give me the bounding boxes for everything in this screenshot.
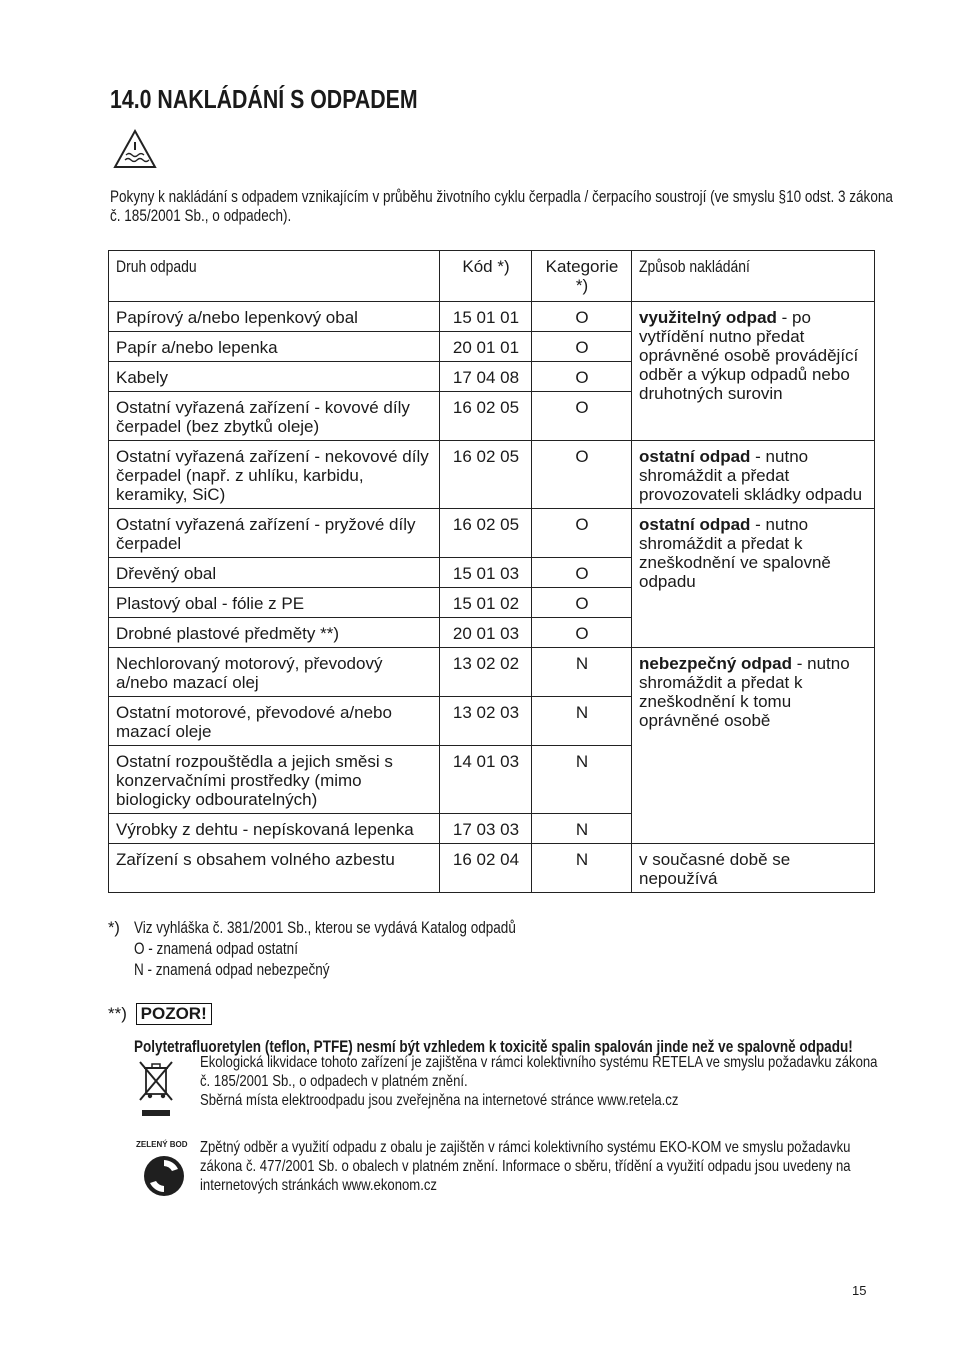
cell-druh: Ostatní vyřazená zařízení - pryžové díly čerpadel xyxy=(109,509,440,558)
cell-druh: Kabely xyxy=(109,362,440,392)
header-kod: Kód *) xyxy=(440,251,532,302)
footnote-line: Viz vyhláška č. 381/2001 Sb., kterou se vydává Katalog odpadů xyxy=(134,919,516,937)
table-row xyxy=(109,441,875,509)
cell-kategorie: O xyxy=(532,618,632,648)
cell-kod: 16 02 05 xyxy=(440,509,532,558)
header-druh: Druh odpadu xyxy=(109,251,440,302)
cell-kod: 20 01 01 xyxy=(440,332,532,362)
page-title: 14.0 NAKLÁDÁNÍ S ODPADEM xyxy=(110,84,418,114)
warning-triangle-icon xyxy=(112,128,158,170)
page-number: 15 xyxy=(852,1283,867,1298)
cell-zpusob-nebezpecny: nebezpečný odpad - nutno shromáždit a předat k zneškodnění k tomu oprávněné osobě xyxy=(632,648,875,844)
cell-zpusob-skladka: ostatní odpad - nutno shromáždit a předat provozovateli skládky odpadu xyxy=(632,441,875,509)
cell-druh: Papír a/nebo lepenka xyxy=(109,332,440,362)
cell-druh: Výrobky z dehtu - nepískovaná lepenka xyxy=(109,814,440,844)
cell-druh: Nechlorovaný motorový, převodový a/nebo mazací olej xyxy=(109,648,440,697)
crossed-bin-icon xyxy=(136,1058,176,1122)
table-row xyxy=(109,844,875,893)
cell-kategorie: O xyxy=(532,362,632,392)
cell-kategorie: N xyxy=(532,697,632,746)
retela-info: Ekologická likvidace tohoto zařízení je zajištěna v rámci kolektivního systému RETELA ve smyslu požadavku zákona č. 185/2001 Sb., o odpadech v platném znění. Sběrná místa elektroodpadu jsou zveřejněna na internetové stránce www.retela.cz xyxy=(200,1054,878,1109)
cell-kategorie: N xyxy=(532,746,632,814)
green-dot-logo-icon xyxy=(132,1134,194,1200)
cell-kod: 20 01 03 xyxy=(440,618,532,648)
cell-kategorie: O xyxy=(532,392,632,441)
svg-text:ZELENÝ BOD: ZELENÝ BOD xyxy=(136,1140,188,1149)
cell-zpusob-vyuzitelny: využitelný odpad - po vytřídění nutno předat oprávněné osobě provádějící odběr a výkup odpadů nebo druhotných surovin xyxy=(632,302,875,441)
cell-druh: Papírový a/nebo lepenkový obal xyxy=(109,302,440,332)
footnotes xyxy=(108,918,516,981)
cell-kod: 16 02 05 xyxy=(440,392,532,441)
cell-druh: Zařízení s obsahem volného azbestu xyxy=(109,844,440,893)
table-row xyxy=(109,648,875,697)
pozor-badge: POZOR! xyxy=(136,1003,212,1025)
cell-kod: 15 01 02 xyxy=(440,588,532,618)
table-row xyxy=(109,302,875,332)
footnote-mark: *) xyxy=(108,919,120,937)
cell-druh: Ostatní vyřazená zařízení - kovové díly čerpadel (bez zbytků oleje) xyxy=(109,392,440,441)
cell-kategorie: N xyxy=(532,648,632,697)
cell-kod: 16 02 04 xyxy=(440,844,532,893)
cell-kategorie: O xyxy=(532,558,632,588)
footnote-line: O - znamená odpad ostatní xyxy=(134,940,298,958)
cell-kod: 13 02 03 xyxy=(440,697,532,746)
ptfe-warning: Polytetrafluoretylen (teflon, PTFE) nesmí být vzhledem k toxicitě spalin spalován jinde než ve spalovně odpadu! xyxy=(134,1038,853,1056)
cell-zpusob-azbest: v současné době se nepoužívá xyxy=(632,844,875,893)
cell-kategorie: O xyxy=(532,509,632,558)
footnote-mark: **) xyxy=(108,1004,127,1023)
cell-druh: Ostatní vyřazená zařízení - nekovové díly čerpadel (např. z uhlíku, karbidu, keramiky, SiC) xyxy=(109,441,440,509)
cell-kod: 16 02 05 xyxy=(440,441,532,509)
cell-kod: 15 01 01 xyxy=(440,302,532,332)
header-kategorie: Kategorie *) xyxy=(532,251,632,302)
cell-kategorie: O xyxy=(532,441,632,509)
cell-druh: Drobné plastové předměty **) xyxy=(109,618,440,648)
footnote-line: N - znamená odpad nebezpečný xyxy=(134,961,330,979)
cell-kod: 13 02 02 xyxy=(440,648,532,697)
intro-paragraph: Pokyny k nakládání s odpadem vznikajícím v průběhu životního cyklu čerpadla / čerpacího soustrojí (ve smyslu §10 odst. 3 zákona č. 185/2001 Sb., o odpadech). xyxy=(110,188,893,225)
cell-druh: Ostatní rozpouštědla a jejich směsi s konzervačními prostředky (mimo biologicky odbouratelných) xyxy=(109,746,440,814)
cell-kategorie: O xyxy=(532,588,632,618)
cell-kod: 17 03 03 xyxy=(440,814,532,844)
cell-druh: Ostatní motorové, převodové a/nebo mazací oleje xyxy=(109,697,440,746)
cell-kategorie: N xyxy=(532,844,632,893)
cell-kod: 14 01 03 xyxy=(440,746,532,814)
cell-kategorie: O xyxy=(532,332,632,362)
pozor-note xyxy=(108,1003,212,1025)
eko-kom-info: Zpětný odběr a využití odpadu z obalu je zajištěn v rámci kolektivního systému EKO-KOM ve smyslu požadavku zákona č. 477/2001 Sb. o obalech v platném znění. Informace o sběru, třídění a využití odpadu jsou uvedeny na internetových stránkách www.ekonom.cz xyxy=(200,1139,851,1194)
cell-kategorie: O xyxy=(532,302,632,332)
waste-table xyxy=(108,250,875,893)
cell-druh: Dřevěný obal xyxy=(109,558,440,588)
cell-kod: 15 01 03 xyxy=(440,558,532,588)
cell-kategorie: N xyxy=(532,814,632,844)
cell-zpusob-spalovna: ostatní odpad - nutno shromáždit a předat k zneškodnění ve spalovně odpadu xyxy=(632,509,875,648)
table-row xyxy=(109,509,875,558)
header-zpusob: Způsob nakládání xyxy=(632,251,875,302)
table-header-row xyxy=(109,251,875,302)
cell-kod: 17 04 08 xyxy=(440,362,532,392)
cell-druh: Plastový obal - fólie z PE xyxy=(109,588,440,618)
